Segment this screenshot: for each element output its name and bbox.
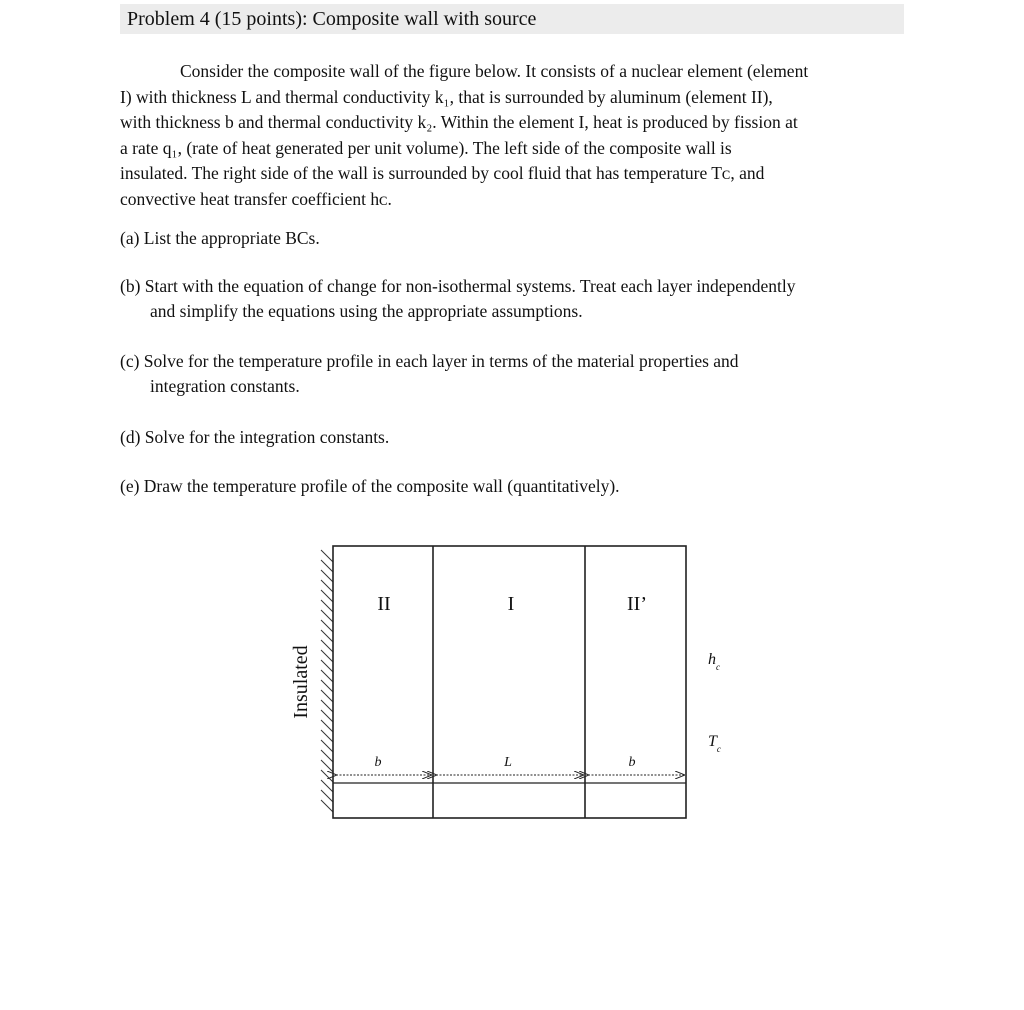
insulated-label: Insulated [290, 645, 312, 719]
fluid-temperature-subscript: c [716, 744, 721, 754]
question-d [120, 425, 910, 450]
question-c-text-cont: integration constants. [150, 376, 300, 396]
fluid-temperature-symbol: T [708, 733, 717, 750]
heat-transfer-coefficient-subscript: c [716, 662, 720, 672]
question-b-text-cont: and simplify the equations using the appropriate assumptions. [150, 301, 583, 321]
intro-line: Consider the composite wall of the figure below. It consists of a nuclear element (element [180, 61, 809, 81]
fluid-temperature-label [708, 733, 721, 754]
question-d-text: (d) Solve for the integration constants. [120, 427, 390, 447]
question-e [120, 474, 910, 499]
question-a-text: (a) List the appropriate BCs. [120, 228, 320, 248]
layer-label-middle: I [507, 593, 515, 615]
dimension-label-middle: L [504, 755, 512, 770]
wall-outline [333, 546, 686, 818]
heat-transfer-coefficient-label [708, 651, 720, 672]
dimension-label-right: b [628, 755, 636, 770]
dimension-label-left: b [374, 755, 382, 770]
intro-line: a rate q₁, (rate of heat generated per unit volume). The left side of the composite wall is [120, 137, 732, 158]
question-e-text: (e) Draw the temperature profile of the composite wall (quantitatively). [120, 476, 620, 496]
title-bar [120, 4, 904, 34]
composite-wall-figure [280, 538, 740, 828]
intro-line: insulated. The right side of the wall is surrounded by cool fluid that has temperature Tᴄ, and [120, 163, 765, 183]
question-a [120, 226, 910, 251]
intro-paragraph [120, 59, 910, 212]
intro-line: I) with thickness L and thermal conductivity k₁, that is surrounded by aluminum (element II), [120, 86, 773, 107]
question-b [120, 274, 910, 324]
problem-title: Problem 4 (15 points): Composite wall with source [127, 8, 537, 30]
question-c-text: (c) Solve for the temperature profile in each layer in terms of the material properties and [120, 351, 739, 371]
heat-transfer-coefficient-symbol: h [708, 651, 716, 668]
question-b-text: (b) Start with the equation of change for non-isothermal systems. Treat each layer independently [120, 276, 796, 296]
question-c [120, 349, 910, 399]
layer-label-left: II [377, 593, 391, 615]
intro-line: with thickness b and thermal conductivity k₂. Within the element I, heat is produced by fission at [120, 112, 798, 132]
layer-label-right: II’ [627, 593, 647, 615]
intro-line: convective heat transfer coefficient hᴄ. [120, 188, 392, 209]
insulation-hatching [321, 550, 333, 812]
